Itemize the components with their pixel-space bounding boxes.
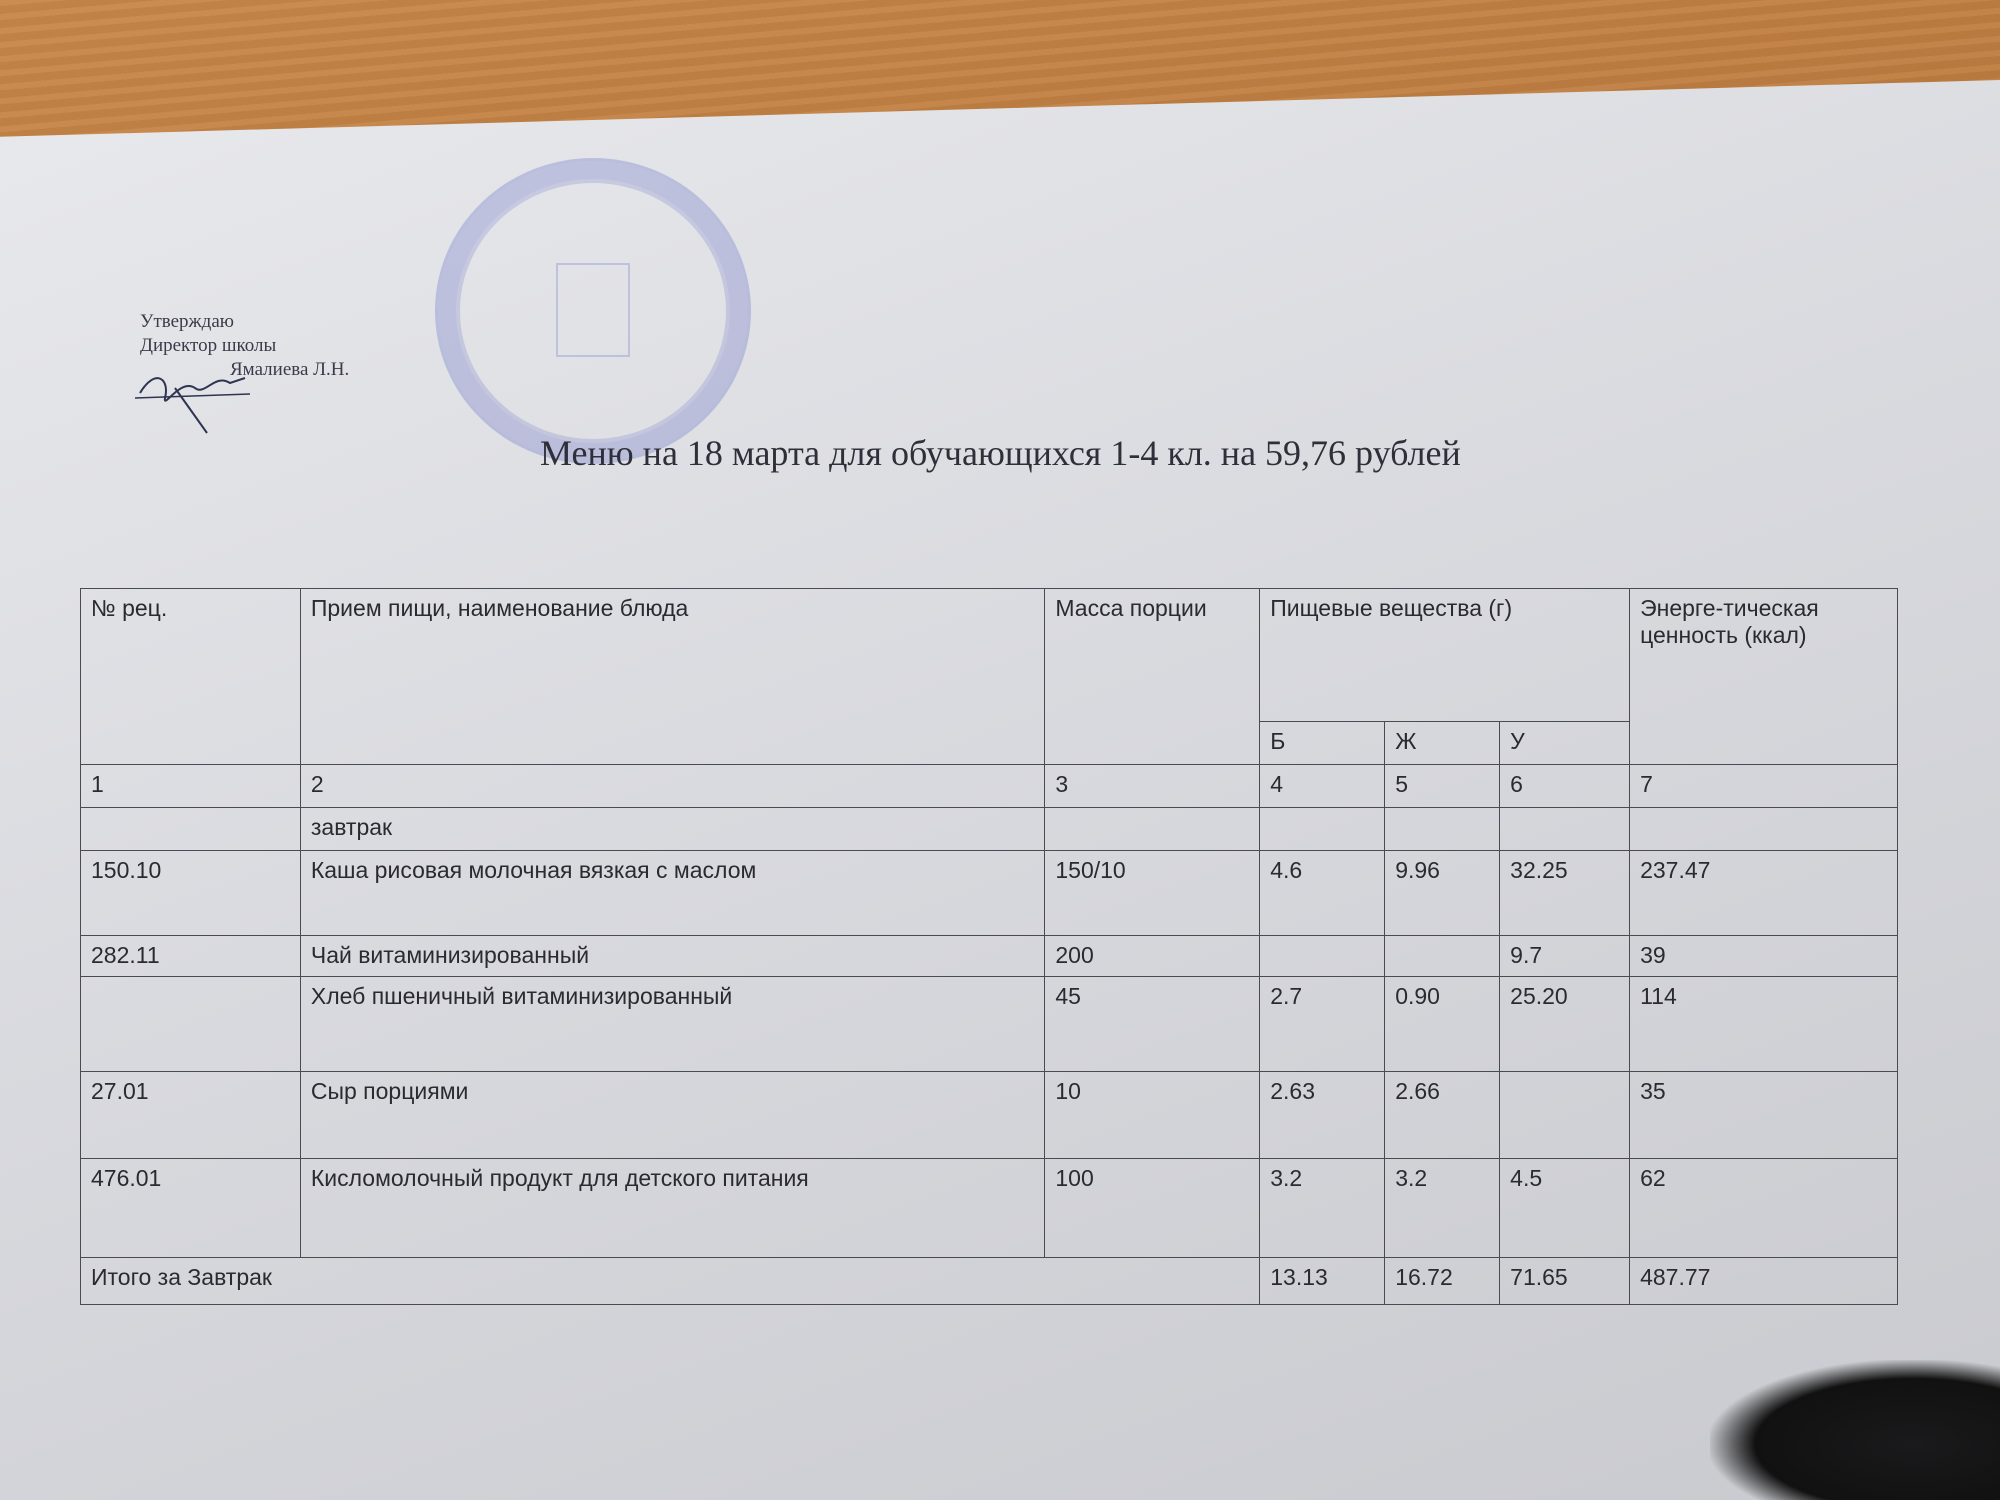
cell-b (1260, 936, 1385, 977)
col-number: 3 (1045, 765, 1260, 808)
total-u: 71.65 (1500, 1258, 1630, 1305)
table-row (81, 851, 1898, 936)
table-row (81, 977, 1898, 1072)
col-number: 5 (1385, 765, 1500, 808)
approval-line-position: Директор школы (140, 335, 277, 356)
cell-dish: Хлеб пшеничный витаминизированный (300, 977, 1045, 1072)
cell-zh: 9.96 (1385, 851, 1500, 936)
header-b: Б (1260, 722, 1385, 765)
cell-kcal: 35 (1630, 1072, 1898, 1159)
round-seal-stamp (435, 158, 751, 464)
header-energy: Энерге-тическая ценность (ккал) (1630, 589, 1898, 765)
cell-kcal: 114 (1630, 977, 1898, 1072)
table-cell (1500, 808, 1630, 851)
total-b: 13.13 (1260, 1258, 1385, 1305)
cell-u: 9.7 (1500, 936, 1630, 977)
cell-b: 4.6 (1260, 851, 1385, 936)
cell-dish: Каша рисовая молочная вязкая с маслом (300, 851, 1045, 936)
col-number: 7 (1630, 765, 1898, 808)
col-number: 4 (1260, 765, 1385, 808)
cell-u: 25.20 (1500, 977, 1630, 1072)
cell-dish: Чай витаминизированный (300, 936, 1045, 977)
cell-rec: 282.11 (81, 936, 301, 977)
table-row (81, 936, 1898, 977)
cell-kcal: 237.47 (1630, 851, 1898, 936)
cell-dish: Кисломолочный продукт для детского питания (300, 1159, 1045, 1258)
meal-row (81, 808, 1898, 851)
header-mass: Масса порции (1045, 589, 1260, 765)
table-cell (1260, 808, 1385, 851)
cell-b: 3.2 (1260, 1159, 1385, 1258)
cell-kcal: 62 (1630, 1159, 1898, 1258)
table-cell (81, 808, 301, 851)
cell-rec: 27.01 (81, 1072, 301, 1159)
meal-label: завтрак (300, 808, 1045, 851)
cell-rec: 150.10 (81, 851, 301, 936)
cell-rec (81, 977, 301, 1072)
total-kcal: 487.77 (1630, 1258, 1898, 1305)
col-number: 1 (81, 765, 301, 808)
cell-zh: 2.66 (1385, 1072, 1500, 1159)
table-row (81, 1159, 1898, 1258)
cell-mass: 150/10 (1045, 851, 1260, 936)
approval-line-approve: Утверждаю (140, 311, 234, 332)
cell-u: 32.25 (1500, 851, 1630, 936)
header-zh: Ж (1385, 722, 1500, 765)
pen-shadow (1710, 1360, 2000, 1500)
cell-b: 2.63 (1260, 1072, 1385, 1159)
header-u: У (1500, 722, 1630, 765)
cell-zh: 3.2 (1385, 1159, 1500, 1258)
handwritten-signature (135, 348, 255, 438)
document-title: Меню на 18 марта для обучающихся 1-4 кл. на 59,76 рублей (540, 433, 1461, 473)
cell-zh: 0.90 (1385, 977, 1500, 1072)
col-number: 2 (300, 765, 1045, 808)
total-label: Итого за Завтрак (81, 1258, 1260, 1305)
cell-rec: 476.01 (81, 1159, 301, 1258)
table-cell (1630, 808, 1898, 851)
table-row (81, 1072, 1898, 1159)
menu-table (80, 588, 1898, 1305)
header-row (81, 589, 1898, 722)
col-number: 6 (1500, 765, 1630, 808)
seal-center (556, 263, 630, 357)
approval-line-name: Ямалиева Л.Н. (230, 359, 350, 380)
cell-mass: 100 (1045, 1159, 1260, 1258)
cell-kcal: 39 (1630, 936, 1898, 977)
header-rec: № рец. (81, 589, 301, 765)
cell-mass: 10 (1045, 1072, 1260, 1159)
cell-mass: 45 (1045, 977, 1260, 1072)
header-nutrients: Пищевые вещества (г) (1260, 589, 1630, 722)
cell-u (1500, 1072, 1630, 1159)
cell-zh (1385, 936, 1500, 977)
total-row (81, 1258, 1898, 1305)
total-zh: 16.72 (1385, 1258, 1500, 1305)
header-dish: Прием пищи, наименование блюда (300, 589, 1045, 765)
table-cell (1045, 808, 1260, 851)
cell-b: 2.7 (1260, 977, 1385, 1072)
cell-dish: Сыр порциями (300, 1072, 1045, 1159)
cell-u: 4.5 (1500, 1159, 1630, 1258)
cell-mass: 200 (1045, 936, 1260, 977)
column-number-row (81, 765, 1898, 808)
table-cell (1385, 808, 1500, 851)
